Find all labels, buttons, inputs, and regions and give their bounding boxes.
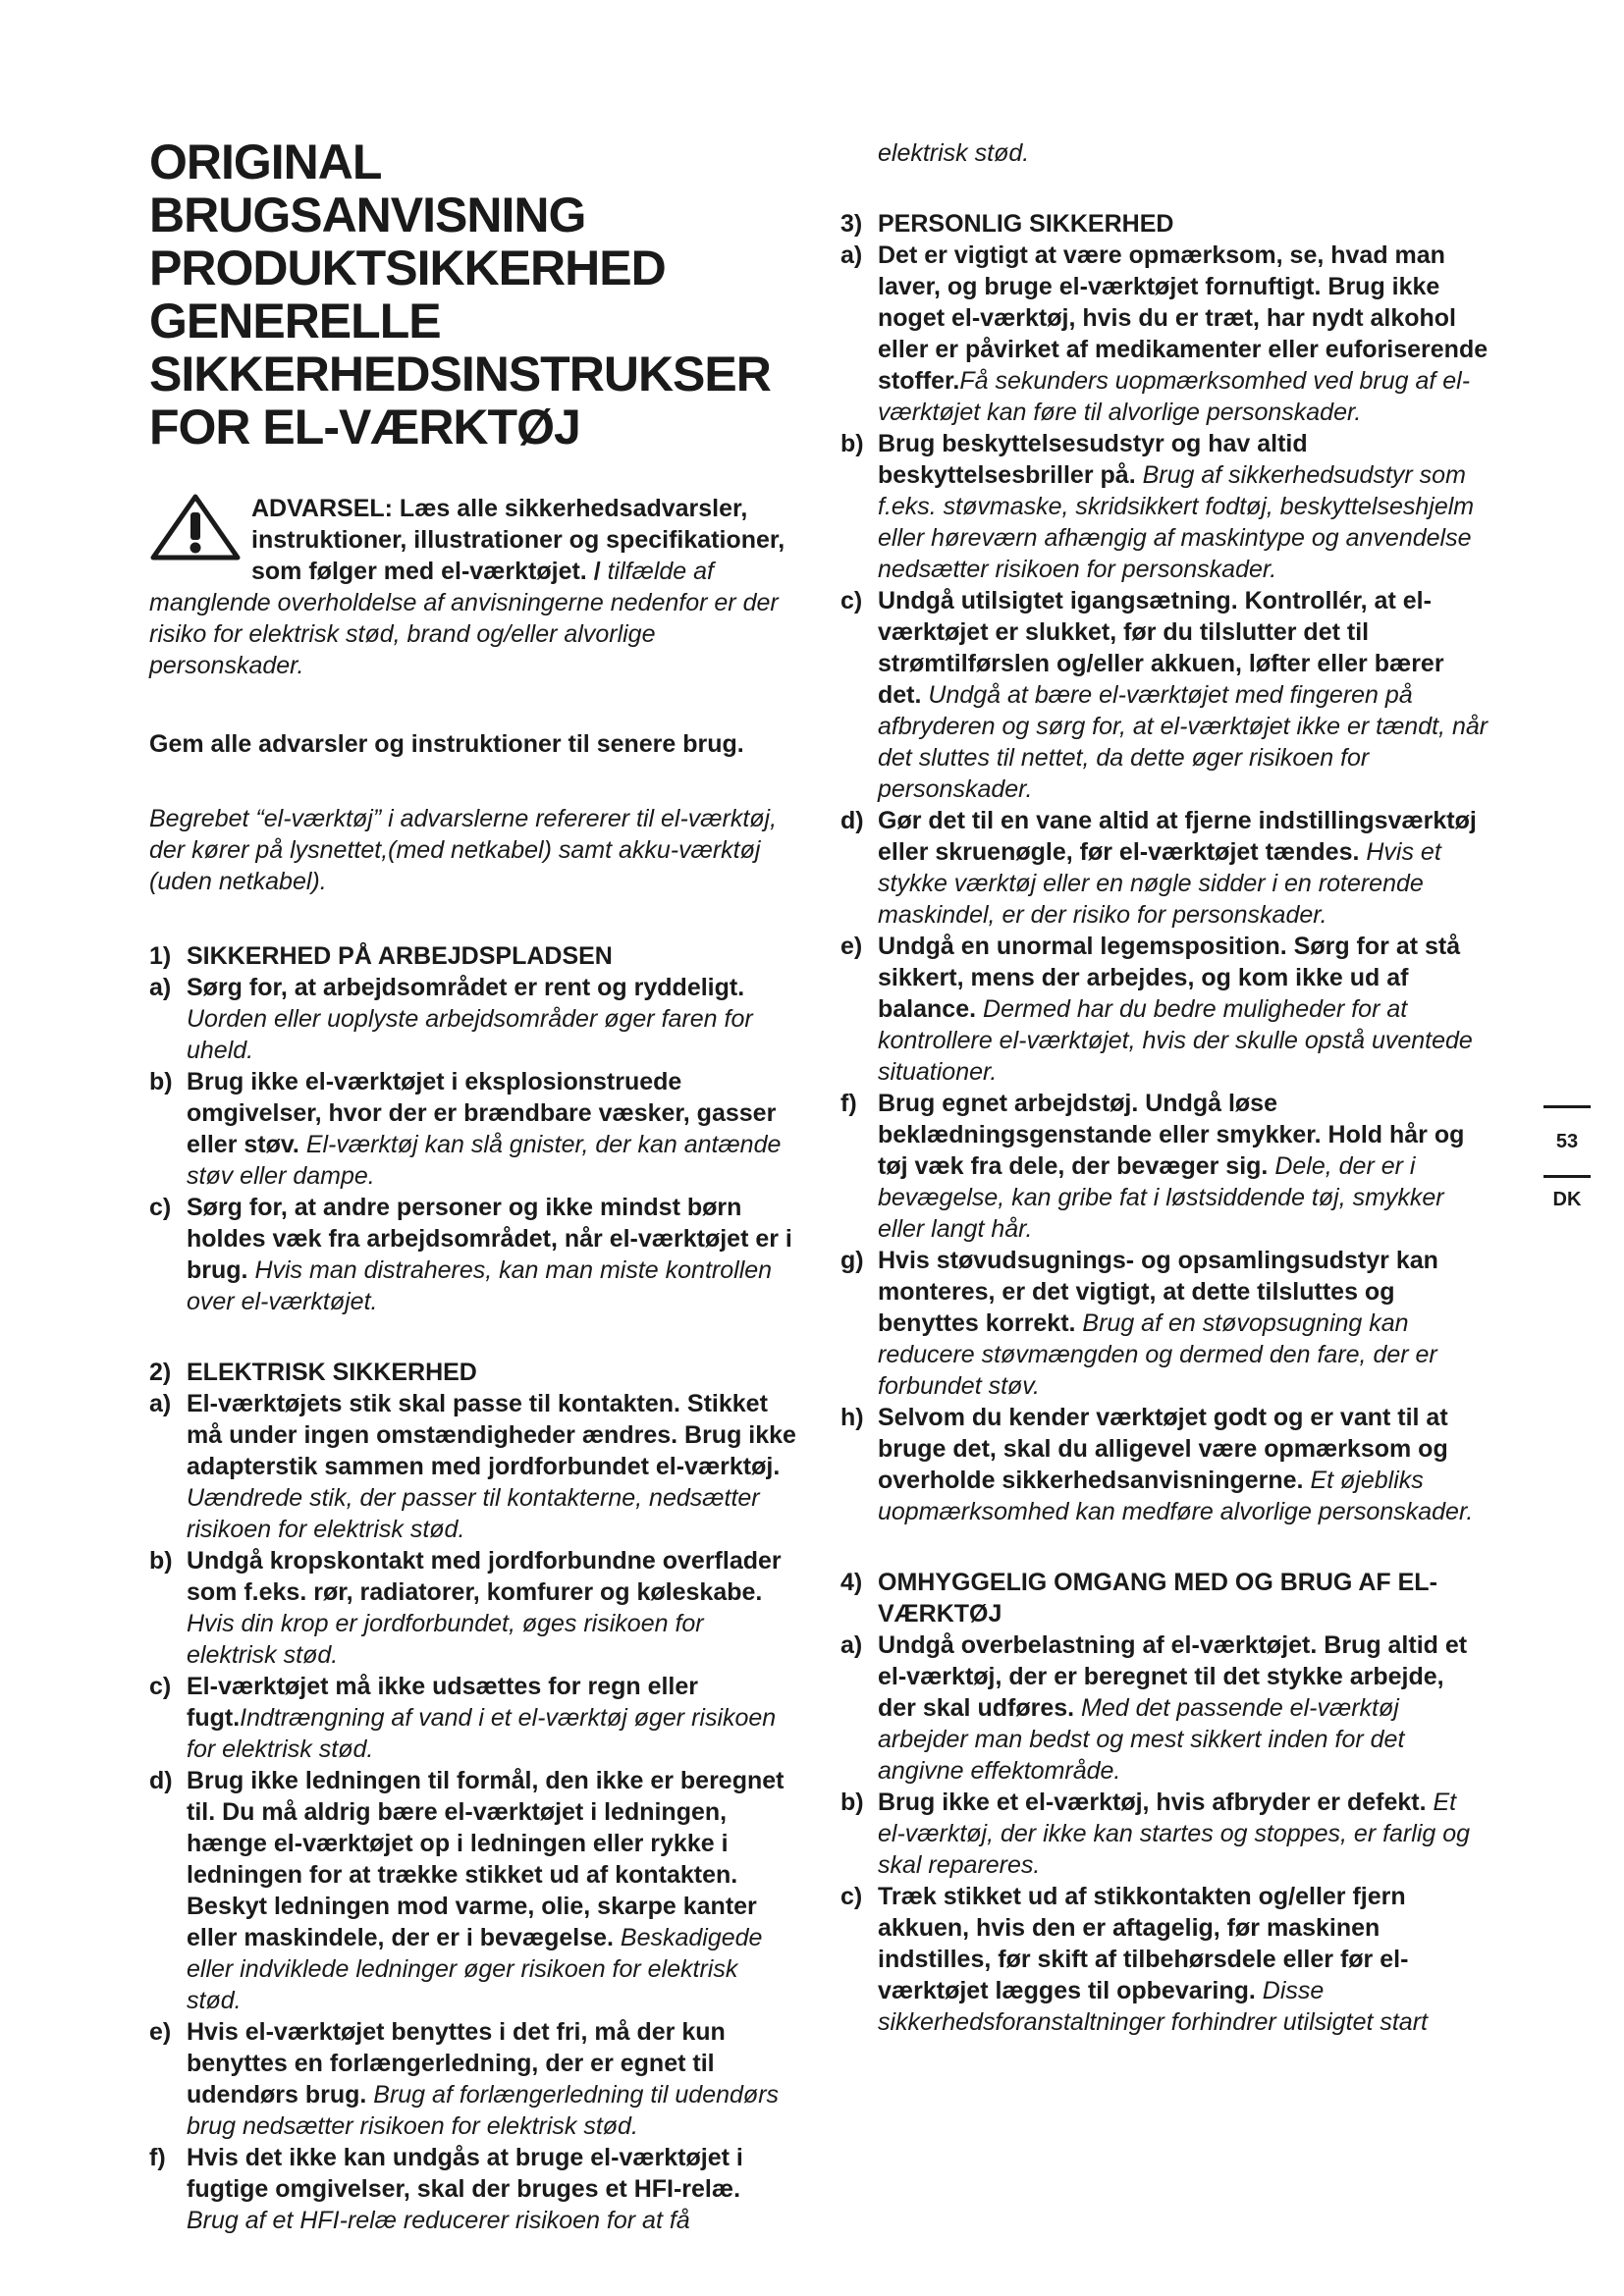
section-number: 4) [840, 1569, 863, 1596]
title-line: PRODUKTSIKKERHED [149, 240, 666, 295]
item-italic-text: Brug af en støvopsugning kan reducere støvmængden og dermed den fare, der er forbundet støv. [878, 1309, 1437, 1400]
item-letter: g) [840, 1247, 864, 1274]
item-letter: d) [840, 807, 864, 834]
item-letter: c) [149, 1194, 172, 1221]
right-column [840, 137, 1489, 2077]
item-bold-text: Undgå kropskontakt med jordforbundne overflader som f.eks. rør, radiatorer, komfurer og køleskabe. [187, 1547, 782, 1606]
item-bold-text: Hvis el-værktøjet benyttes i det fri, må der kun benyttes en forlængerledning, der er egnet til udendørs brug. [187, 2018, 726, 2109]
section-heading [149, 940, 797, 972]
definition-text: Begrebet “el-værktøj” i advarslerne refererer til el-værktøj, der kører på lysnettet,(med netkabel) samt akku-værktøj (uden netkabel). [149, 805, 778, 895]
item-letter: a) [840, 1631, 863, 1659]
item-letter: f) [149, 2144, 166, 2171]
item-bold-text: Hvis det ikke kan undgås at bruge el-værktøjet i fugtige omgivelser, skal der bruges et HFI-relæ. [187, 2144, 743, 2203]
warning-block [149, 493, 797, 681]
section-workplace-safety [149, 940, 797, 1317]
page-marker [1543, 1105, 1591, 1211]
item-letter: c) [840, 587, 863, 614]
section-title: ELEKTRISK SIKKERHED [187, 1359, 477, 1386]
list-item [840, 1245, 1489, 1402]
item-bold-text: Brug ikke ledningen til formål, den ikke er beregnet til. Du må aldrig bære el-værktøjet i ledningen, hænge el-værktøjet op i ledningen eller rykke i ledningen for at trække stikket ud af kontakten. Beskyt ledningen mod varme, olie, skarpe kanter eller maskindele, der er i bevægelse. [187, 1767, 785, 1951]
section-personal-safety [840, 208, 1489, 1527]
item-italic-text: Brug af forlængerledning til udendørs brug nedsætter risikoen for elektrisk stød. [187, 2081, 780, 2140]
item-letter: e) [149, 2018, 172, 2046]
item-italic-text: Brug af et HFI-relæ reducerer risikoen for at få [187, 2207, 690, 2234]
list-item [149, 1765, 797, 2016]
item-letter: c) [840, 1883, 863, 1910]
item-bold-text: Brug ikke et el-værktøj, hvis afbryder er defekt. [878, 1789, 1427, 1816]
keep-notice: Gem alle advarsler og instruktioner til senere brug. [149, 730, 744, 758]
item-letter: b) [840, 1789, 864, 1816]
item-bold-text: Undgå overbelastning af el-værktøjet. Brug altid et el-værktøj, der er beregnet til det stykke arbejde, der skal udføres. [878, 1631, 1468, 1722]
item-italic-text: Et el-værktøj, der ikke kan startes og stoppes, er farlig og skal repareres. [878, 1789, 1471, 1879]
list-item [149, 1066, 797, 1192]
item-italic-text: El-værktøj kan slå gnister, der kan antænde støv eller dampe. [187, 1131, 782, 1190]
warning-italic-text: tilfælde af manglende overholdelse af anvisningerne nedenfor er der risiko for elektrisk stød, brand og/eller alvorlige personskader. [149, 558, 779, 679]
section-number: 3) [840, 210, 863, 238]
continued-text: elektrisk stød. [878, 139, 1030, 167]
title-line: GENERELLE [149, 294, 441, 348]
item-italic-text: Uændrede stik, der passer til kontakterne, nedsætter risikoen for elektrisk stød. [187, 1484, 760, 1543]
section-heading [840, 1567, 1489, 1629]
list-item [840, 585, 1489, 805]
item-letter: f) [840, 1090, 857, 1117]
list-item [840, 1787, 1489, 1881]
list-item [840, 805, 1489, 931]
item-letter: e) [840, 933, 863, 960]
list-item [840, 931, 1489, 1088]
warning-triangle-icon [149, 493, 242, 561]
item-italic-text: Dele, der er i bevægelse, kan gribe fat i løstsiddende tøj, smykker eller langt hår. [878, 1152, 1444, 1243]
item-bold-text: Det er vigtigt at være opmærksom, se, hvad man laver, og bruge el-værktøjet fornuftigt. Brug ikke noget el-værktøj, hvis du er træt, har nydt alkohol eller er påvirket af medikamenter eller euforiserende stoffer. [878, 241, 1489, 395]
divider [1543, 1175, 1591, 1178]
list-item [840, 428, 1489, 585]
list-item [149, 1545, 797, 1671]
section-title: SIKKERHED PÅ ARBEJDSPLADSEN [187, 942, 613, 970]
divider [1543, 1105, 1591, 1108]
item-italic-text: Undgå at bære el-værktøjet med fingeren på afbryderen og sørg for, at el-værktøjet ikke er tændt, når det sluttes til nettet, da dette øger risikoen for personskader. [878, 681, 1489, 803]
item-bold-text: Undgå en unormal legemsposition. Sørg for at stå sikkert, mens der arbejdes, og kom ikke ud af balance. [878, 933, 1461, 1023]
item-bold-text: Brug ikke el-værktøjet i eksplosionstruede omgivelser, hvor der er brændbare væsker, gasser eller støv. [187, 1068, 777, 1158]
item-letter: a) [840, 241, 863, 269]
item-italic-text: Dermed har du bedre muligheder for at kontrollere el-værktøjet, hvis der skulle opstå uventede situationer. [878, 995, 1473, 1086]
item-bold-text: Brug egnet arbejdstøj. Undgå løse beklædningsgenstande eller smykker. Hold hår og tøj væk fra dele, der bevæger sig. [878, 1090, 1465, 1180]
list-item [149, 1671, 797, 1765]
list-item [149, 972, 797, 1066]
list-item [149, 2016, 797, 2142]
item-bold-text: El-værktøjet må ikke udsættes for regn eller fugt. [187, 1673, 699, 1732]
section-heading [840, 208, 1489, 240]
list-item [840, 1629, 1489, 1787]
item-italic-text: Hvis man distraheres, kan man miste kontrollen over el-værktøjet. [187, 1256, 773, 1315]
item-letter: b) [840, 430, 864, 457]
item-letter: a) [149, 974, 172, 1001]
item-italic-text: Hvis din krop er jordforbundet, øges risikoen for elektrisk stød. [187, 1610, 704, 1669]
page-title [149, 135, 797, 454]
item-italic-text: Beskadigede eller indviklede ledninger øger risikoen for elektrisk stød. [187, 1924, 763, 2014]
section-number: 2) [149, 1359, 172, 1386]
item-bold-text: Undgå utilsigtet igangsætning. Kontrollér, at el-værktøjet er slukket, før du tilslutter det til strømtilførslen og/eller akkuen, løfter eller bærer det. [878, 587, 1444, 709]
item-italic-text: Få sekunders uopmærksomhed ved brug af el-værktøjet kan føre til alvorlige personskader. [878, 367, 1471, 426]
item-bold-text: Brug beskyttelsesudstyr og hav altid beskyttelsesbriller på. [878, 430, 1308, 489]
title-line: SIKKERHEDSINSTRUKSER [149, 347, 771, 401]
section-electrical-safety [149, 1357, 797, 2236]
list-item [840, 1402, 1489, 1527]
item-italic-text: Brug af sikkerhedsudstyr som f.eks. støvmaske, skridsikkert fodtøj, beskyttelseshjelm eller høreværn afhængig af maskintype og anvendelse nedsætter risikoen for personskader. [878, 461, 1475, 583]
item-italic-text: Med det passende el-værktøj arbejder man bedst og mest sikkert inden for det angivne effektområde. [878, 1694, 1405, 1785]
item-letter: b) [149, 1068, 173, 1095]
item-bold-text: Træk stikket ud af stikkontakten og/eller fjern akkuen, hvis den er aftagelig, før maskinen indstilles, før skift af tilbehørsdele eller før el-værktøjet lægges til opbevaring. [878, 1883, 1409, 2004]
item-bold-text: Sørg for, at andre personer og ikke mindst børn holdes væk fra arbejdsområdet, når el-værktøjet er i brug. [187, 1194, 792, 1284]
item-italic-text: Disse sikkerhedsforanstaltninger forhindrer utilsigtet start [878, 1977, 1428, 2036]
item-letter: h) [840, 1404, 864, 1431]
warning-bold-text: ADVARSEL: Læs alle sikkerhedsadvarsler, instruktioner, illustrationer og specifikationer, som følger med el-værktøjet. / [251, 495, 785, 585]
item-italic-text: Et øjebliks uopmærksomhed kan medføre alvorlige personskader. [878, 1467, 1474, 1525]
list-item [840, 1881, 1489, 2038]
list-item [840, 1088, 1489, 1245]
title-line: FOR EL-VÆRKTØJ [149, 400, 580, 454]
list-item [840, 240, 1489, 428]
section-tool-use-care [840, 1567, 1489, 2038]
item-bold-text: Sørg for, at arbejdsområdet er rent og ryddeligt. [187, 974, 745, 1001]
item-bold-text: Gør det til en vane altid at fjerne indstillingsværktøj eller skruenøgle, før el-værktøjet tændes. [878, 807, 1477, 866]
item-letter: b) [149, 1547, 173, 1575]
item-italic-text: Hvis et stykke værktøj eller en nøgle sidder i en roterende maskindel, er der risiko for personskader. [878, 838, 1441, 929]
page-number: 53 [1555, 1131, 1579, 1152]
item-letter: a) [149, 1390, 172, 1417]
item-letter: d) [149, 1767, 173, 1794]
left-column [149, 135, 797, 2275]
list-item [149, 2142, 797, 2236]
language-code: DK [1552, 1189, 1582, 1210]
list-item [149, 1192, 797, 1317]
section-title: PERSONLIG SIKKERHED [878, 210, 1174, 238]
section-title: OMHYGGELIG OMGANG MED OG BRUG AF EL-VÆRKTØJ [878, 1569, 1437, 1628]
item-letter: c) [149, 1673, 172, 1700]
section-number: 1) [149, 942, 172, 970]
list-item [149, 1388, 797, 1545]
section-heading [149, 1357, 797, 1388]
item-italic-text: Indtrængning af vand i et el-værktøj øger risikoen for elektrisk stød. [187, 1704, 777, 1763]
item-bold-text: El-værktøjets stik skal passe til kontakten. Stikket må under ingen omstændigheder ændres. Brug ikke adapterstik sammen med jordforbundet el-værktøj. [187, 1390, 796, 1480]
item-bold-text: Selvom du kender værktøjet godt og er vant til at bruge det, skal du alligevel være opmærksom og overholde sikkerhedsanvisningerne. [878, 1404, 1448, 1494]
item-bold-text: Hvis støvudsugnings- og opsamlingsudstyr kan monteres, er det vigtigt, at dette tilsluttes og benyttes korrekt. [878, 1247, 1438, 1337]
title-line: ORIGINAL BRUGSANVISNING [149, 134, 586, 242]
item-italic-text: Uorden eller uoplyste arbejdsområder øger faren for uheld. [187, 1005, 753, 1064]
